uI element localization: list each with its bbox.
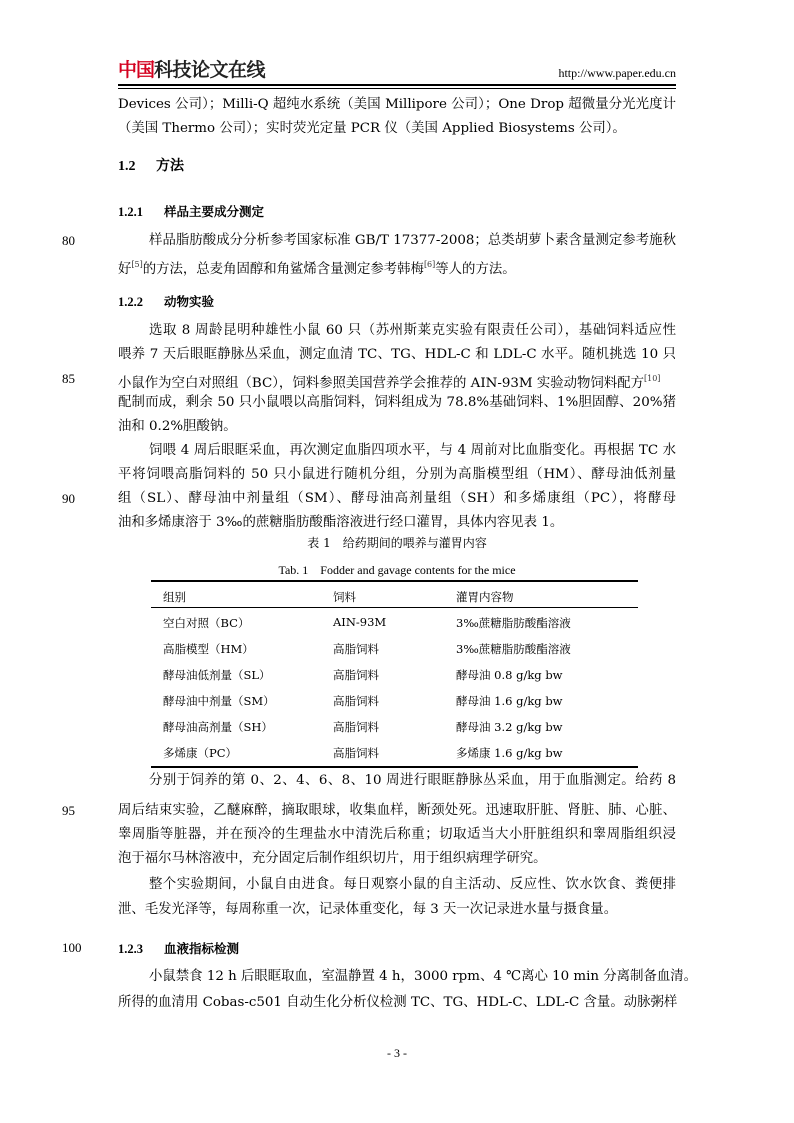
body-line: 睾周脂等脏器，并在预冷的生理盐水中清洗后称重；切取适当大小肝脏组织和睾周脂组织浸 [118,827,676,842]
body-line-with-refs [118,370,676,393]
table-cell: 酵母油 1.6 g/kg bw [456,694,563,708]
body-line: 饲喂 4 周后眼眶采血，再次测定血脂四项水平，与 4 周前对比血脂变化。再根据 TC 水 [149,443,676,458]
body-line: 整个实验期间，小鼠自由进食。每日观察小鼠的自主活动、反应性、饮水饮食、粪便排 [149,877,676,892]
body-line: 喂养 7 天后眼眶静脉丛采血，测定血清 TC、TG、HDL-C 和 LDL-C 水平。随机挑选 10 只 [118,347,676,362]
table-cell: 3‰蔗糖脂肪酸酯溶液 [456,616,571,630]
logo-red-text: 中国 [118,59,155,81]
citation: [6] [423,260,436,269]
body-line: 油和 0.2%胆酸钠。 [118,419,237,434]
section-title: 动物实验 [164,294,215,309]
line-number: 90 [62,491,75,506]
logo-dark-text: 科技论文在线 [154,59,266,81]
section-heading-1-2-2 [118,292,214,310]
table-header-group: 组别 [163,590,186,604]
table-cell: 酵母油高剂量（SH） [163,720,273,734]
section-title: 血液指标检测 [164,941,240,956]
table-bottom-rule [151,766,638,768]
citation: [10] [644,374,661,383]
header-rule [118,84,676,86]
body-line: 选取 8 周龄昆明种雄性小鼠 60 只（苏州斯莱克实验有限责任公司），基础饲料适应性 [149,323,676,338]
body-line: 平将饲喂高脂饲料的 50 只小鼠进行随机分组，分别为高脂模型组（HM）、酵母油低剂量 [118,467,676,482]
line-number: 100 [62,940,82,955]
section-heading-1-2-3 [118,939,239,957]
table-cell: 高脂模型（HM） [163,642,254,656]
table-cell: 高脂饲料 [333,720,379,734]
line-number: 80 [62,233,75,248]
table-top-rule [151,580,638,582]
table-cell: 酵母油 3.2 g/kg bw [456,720,563,734]
page-number: - 3 - [387,1046,407,1060]
body-line: 所得的血清用 Cobas-c501 自动生化分析仪检测 TC、TG、HDL-C、LDL-C 含量。动脉粥样 [118,995,678,1010]
text-span: 好 [118,262,132,277]
table-cell: 高脂饲料 [333,668,379,682]
table-cell: 高脂饲料 [333,746,379,760]
section-number: 1.2.1 [118,205,143,219]
body-line: 配制而成，剩余 50 只小鼠喂以高脂饲料，饲料组成为 78.8%基础饲料、1%胆固醇、20%猪 [118,395,676,410]
body-line: 分别于饲养的第 0、2、4、6、8、10 周进行眼眶静脉丛采血，用于血脂测定。给药 8 [149,773,676,788]
table-caption-en: Tab. 1 Fodder and gavage contents for the mice [278,563,516,577]
body-line: 周后结束实验，乙醚麻醉，摘取眼球，收集血样，断颈处死。迅速取肝脏、肾脏、肺、心脏、 [118,803,676,818]
table-cell: 高脂饲料 [333,642,379,656]
table-header-gavage: 灌胃内容物 [456,590,514,604]
body-line: 泡于福尔马林溶液中，充分固定后制作组织切片，用于组织病理学研究。 [118,851,547,866]
text-span: 小鼠作为空白对照组（BC），饲料参照美国营养学会推荐的 AIN-93M 实验动物饲料配方 [118,376,644,391]
section-title: 方法 [156,158,184,174]
body-line: 泄、毛发光泽等，每周称重一次，记录体重变化，每 3 天一次记录进水量与摄食量。 [118,902,618,917]
section-number: 1.2.3 [118,942,143,956]
table-cell: 酵母油低剂量（SL） [163,668,271,682]
table-header-fodder: 饲料 [333,590,356,604]
table-cell: 3‰蔗糖脂肪酸酯溶液 [456,642,571,656]
section-heading-1-2-1 [118,202,264,220]
citation: [5] [131,260,143,269]
site-logo [118,60,265,82]
section-title: 样品主要成分测定 [164,204,265,219]
line-number: 95 [62,803,75,818]
section-number: 1.2 [118,159,136,174]
table-caption-cn: 表 1 给药期间的喂养与灌胃内容 [307,536,487,550]
body-line: （美国 Thermo 公司）；实时荧光定量 PCR 仪（美国 Applied Biosystems 公司）。 [118,121,626,136]
section-number: 1.2.2 [118,295,143,309]
line-number: 85 [62,371,75,386]
section-heading-1-2 [118,155,184,175]
header-rule-thin [118,88,676,89]
body-line: 样品脂肪酸成分分析参考国家标准 GB/T 17377-2008；总类胡萝卜素含量测定参考施秋 [149,233,676,248]
text-span: 的方法，总麦角固醇和角鲨烯含量测定参考韩梅 [142,262,424,277]
body-line: 组（SL）、酵母油中剂量组（SM）、酵母油高剂量组（SH）和多烯康组（PC），将酵母 [118,491,676,506]
table-cell: 酵母油中剂量（SM） [163,694,275,708]
table-cell: 酵母油 0.8 g/kg bw [456,668,563,682]
body-line: 小鼠禁食 12 h 后眼眶取血，室温静置 4 h，3000 rpm、4 ℃离心 10 min 分离制备血清。 [149,969,698,984]
table-cell: 多烯康 1.6 g/kg bw [456,746,563,760]
table-cell: 空白对照（BC） [163,616,250,630]
table-header-rule [151,607,638,608]
table-cell: AIN-93M [333,615,387,629]
body-line: 油和多烯康溶于 3‰的蔗糖脂肪酸酯溶液进行经口灌胃，具体内容见表 1。 [118,515,564,530]
header-url: http://www.paper.edu.cn [558,66,676,80]
body-line: Devices 公司）；Milli-Q 超纯水系统（美国 Millipore 公司）；One Drop 超微量分光光度计 [118,97,676,112]
table-cell: 多烯康（PC） [163,746,238,760]
text-span: 等人的方法。 [435,262,516,277]
body-line-with-refs [118,256,676,279]
table-cell: 高脂饲料 [333,694,379,708]
